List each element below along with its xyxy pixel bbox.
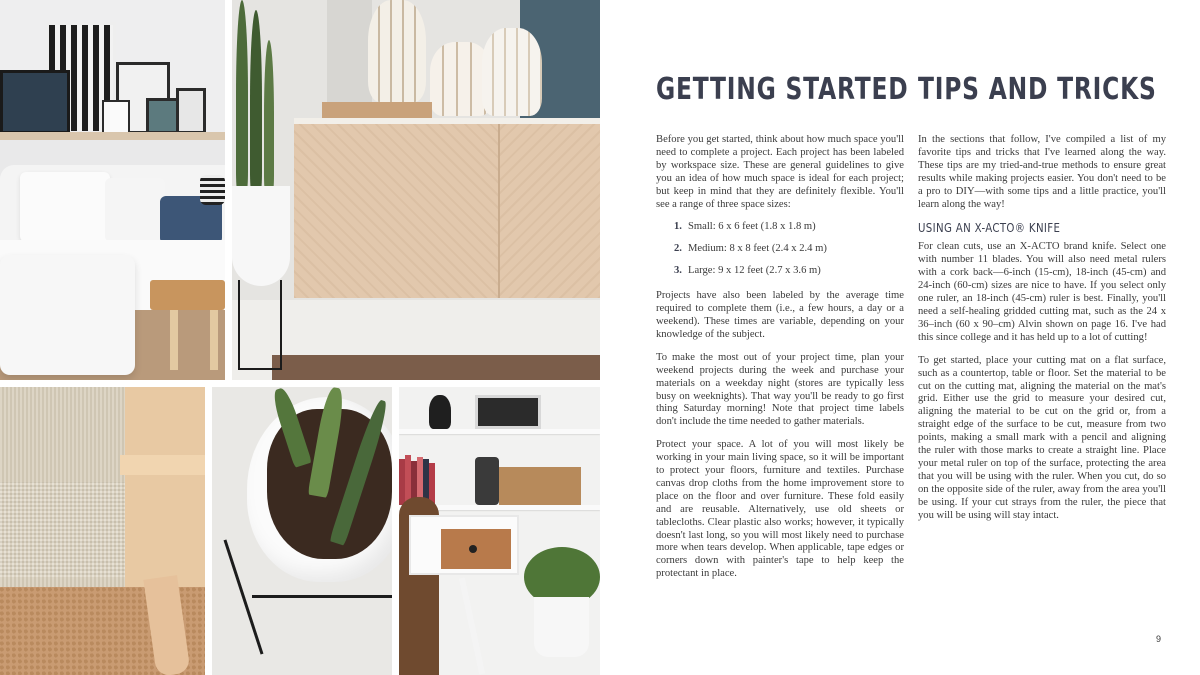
list-text: Medium: 8 x 8 feet (2.4 x 2.4 m) <box>688 243 827 255</box>
getting-started-heading: GETTING STARTED <box>656 72 909 107</box>
list-item <box>674 221 904 234</box>
page-number: 9 <box>1156 634 1162 644</box>
list-text: Small: 6 x 6 feet (1.8 x 1.8 m) <box>688 221 816 233</box>
list-number: 1. <box>674 221 682 233</box>
list-item <box>674 243 904 256</box>
woven-bench-photo <box>0 387 205 675</box>
xacto-knife-subheading: USING AN X-ACTO® KNIFE <box>918 221 1061 236</box>
time-labels-paragraph: Projects have also been labeled by the average time required to complete them (i.e., a few hours, a day or a weekend). These times are variable, depending on your knowledge of the subject. <box>656 290 904 340</box>
cutting-steps-paragraph: To get started, place your cutting mat on a flat surface, such as a countertop, table or floor. Set the material to be cut on the cutting mat, aligning the material on the mat's grid. Either use the grid to measure your desired cut, aligning the material to be cut on the grid or, from a straight edge of the surface to be cut, measure from two points, making a small mark with a pencil and aligning the ruler with those marks to create a straight line. Place your metal ruler on top of the surface, protecting the area that you will be using with the ruler. When you cut, do so on the opposite side of the ruler, away from the area you'll be using. If your cut strays from the ruler, the piece that you will be using will stay intact. <box>918 354 1166 521</box>
potted-plant-photo <box>212 387 392 675</box>
text-page <box>600 0 1200 675</box>
list-number: 3. <box>674 265 682 277</box>
tips-and-tricks-column <box>918 72 1166 532</box>
tips-and-tricks-heading: TIPS AND TRICKS <box>918 72 1157 107</box>
planning-paragraph: To make the most out of your project time, plan your weekend projects during the week and purchase your materials on a weekday night (stores are typically less busy on weeknights). That way you'll be ready to go first thing Saturday morning! Note that project time labels don't include the time needed to gather materials. <box>656 351 904 428</box>
list-number: 2. <box>674 243 682 255</box>
list-item <box>674 265 904 278</box>
tips-intro: In the sections that follow, I've compiled a list of my favorite tips and tricks that I've learned along the way. These tips are my tried-and-true methods to ensure great results while making projects easier. You don't need to be a pro to DIY—with some tips and a little practice, you'll learn along the way! <box>918 134 1166 210</box>
getting-started-column <box>656 72 909 591</box>
workspace-size-list <box>674 221 904 278</box>
living-room-photo <box>0 0 225 380</box>
list-text: Large: 9 x 12 feet (2.7 x 3.6 m) <box>688 265 821 277</box>
protect-space-paragraph: Protect your space. A lot of you will most likely be working in your main living space, so it will be important to protect your floors, furniture and textiles. Purchase canvas drop cloths from the home improvement store to place on the floor and over furniture. These fold easily and are reusable. Alternatively, use old sheets or tablecloths. Clear plastic also works; however, it typically doesn't last long, so you will most likely need to purchase more when tears develop. When applicable, tape edges or corners down with painter's tape to help keep the protectant in place. <box>656 439 904 580</box>
bookshelf-desk-photo <box>399 387 600 675</box>
wood-credenza-photo <box>232 0 600 380</box>
getting-started-intro: Before you get started, think about how much space you'll need to complete a project. Each project has been labeled by workspace size. These are general guidelines to give you an idea of how much space is ideal for each project; but keep in mind that they are definitely flexible. You'll see a range of three space sizes: <box>656 134 904 210</box>
xacto-tools-paragraph: For clean cuts, use an X-ACTO brand knife. Select one with number 11 blades. You will also need metal rulers with a cork back—6-inch (15-cm), 18-inch (45-cm) and 24-inch (60-cm) sizes are nice to have. If you select only one ruler, an 18-inch (45-cm) ruler is best. Finally, you'll need a self-healing gridded cutting mat, such as the 24 x 36–inch (60 x 90–cm) Alvin shown on page 16. I've had this since college and it has held up to a lot of cutting! <box>918 241 1166 343</box>
